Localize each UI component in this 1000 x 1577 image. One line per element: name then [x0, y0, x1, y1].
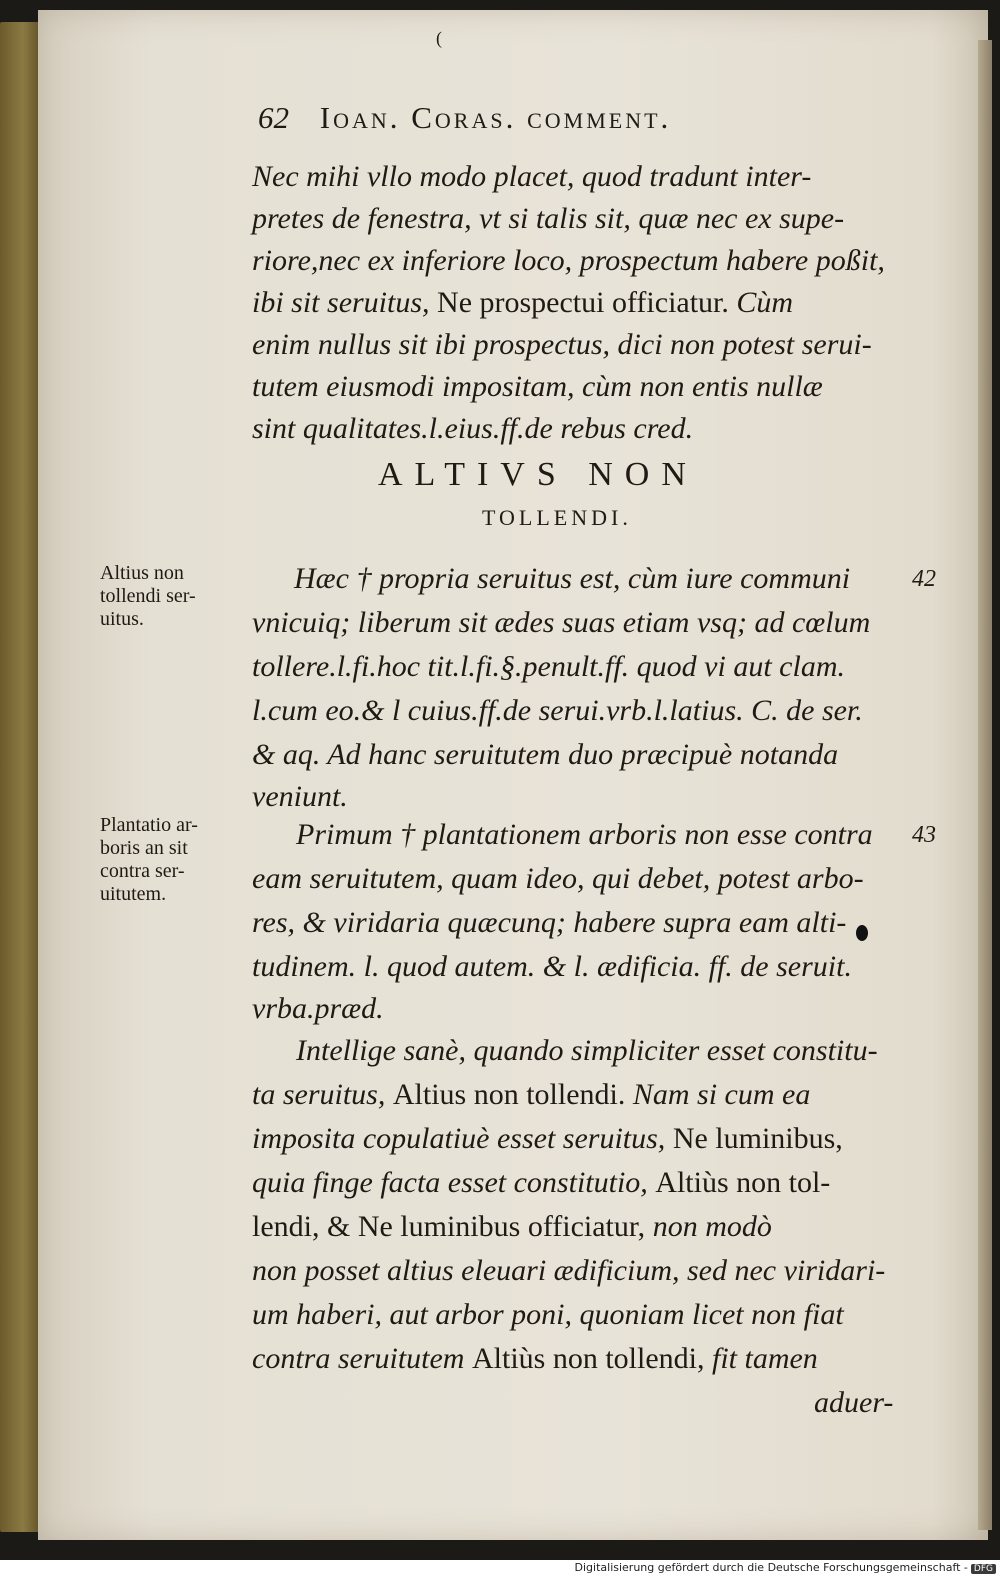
text-line: tollere.l.fi.hoc tit.l.fi.§.penult.ff. quod vi aut clam. [252, 650, 845, 683]
text-span-italic: Nam si cum ea [632, 1078, 811, 1111]
text-line: Primum † plantationem arboris non esse contra [296, 818, 873, 851]
text-line: l.cum eo.& l cuius.ff.de serui.vrb.l.latius. C. de ser. [252, 694, 863, 727]
margin-note-1 [100, 562, 196, 631]
text-line: sint qualitates.l.eius.ff.de rebus cred. [252, 412, 694, 445]
text-line: eam seruitutem, quam ideo, qui debet, potest arbo- [252, 862, 864, 895]
text-line: & aq. Ad hanc seruitutem duo præcipuè notanda [252, 738, 839, 771]
text-line [252, 284, 793, 322]
text-line: riore,nec ex inferiore loco, prospectum habere poßit, [252, 244, 885, 277]
margin-note-line: Plantatio ar- [100, 814, 198, 836]
text-line: tutem eiusmodi impositam, cùm non entis nullæ [252, 370, 823, 403]
margin-note-line: uitus. [100, 608, 144, 630]
text-line: non posset altius eleuari ædificium, sed nec viridari- [252, 1254, 886, 1287]
running-title: Ioan. Coras. comment. [319, 100, 672, 135]
text-line: enim nullus sit ibi prospectus, dici non potest serui- [252, 328, 872, 361]
top-mark: ( [436, 28, 442, 48]
dfg-logo: DFG [971, 1564, 996, 1574]
margin-note-line: boris an sit [100, 837, 188, 859]
ink-blot [856, 925, 868, 941]
text-span-italic: Cùm [736, 286, 794, 319]
text-span-italic: non modò [652, 1210, 772, 1243]
text-line: res, & viridaria quæcunq; habere supra eam alti- [252, 906, 847, 939]
text-line [252, 1076, 810, 1114]
section-subtitle: TOLLENDI. [482, 505, 632, 530]
text-line: pretes de fenestra, vt si talis sit, quæ nec ex supe- [252, 202, 845, 235]
catchword: aduer- [814, 1386, 894, 1419]
text-line: Intellige sanè, quando simpliciter esset constitu- [296, 1034, 878, 1067]
page-stack-edge [978, 40, 992, 1530]
text-span-italic: fit tamen [711, 1342, 818, 1375]
text-line: tudinem. l. quod autem. & l. ædificia. ff. de seruit. [252, 950, 852, 983]
text-span-roman: Ne luminibus, [672, 1122, 843, 1155]
text-line: vnicuiq; liberum sit ædes suas etiam vsq; ad cœlum [252, 606, 871, 639]
text-span-roman: lendi, & Ne luminibus officiatur, [252, 1210, 646, 1243]
text-line: um haberi, aut arbor poni, quoniam licet non fiat [252, 1298, 844, 1331]
text-span-italic: ibi sit seruitus, [252, 286, 430, 319]
footer-text: Digitalisierung gefördert durch die Deutsche Forschungsgemeinschaft - [574, 1561, 968, 1574]
text-line [252, 1340, 818, 1378]
text-line: veniunt. [252, 780, 348, 813]
book-cover-edge [0, 22, 42, 1532]
text-span-roman: Altiùs non tollendi, [471, 1342, 705, 1375]
margin-note-line: uitutem. [100, 883, 167, 905]
margin-note-line: tollendi ser- [100, 585, 196, 607]
text-span-roman: Altiùs non tol- [655, 1166, 831, 1199]
margin-note-2 [100, 814, 198, 906]
text-line: vrba.præd. [252, 992, 384, 1025]
text-line: Nec mihi vllo modo placet, quod tradunt inter- [252, 160, 812, 193]
text-line [252, 1120, 843, 1158]
page-number: 62 [258, 100, 289, 135]
margin-note-line: Altius non [100, 562, 184, 584]
text-span-italic: ta seruitus, [252, 1078, 386, 1111]
digitization-footer [0, 1561, 996, 1577]
section-title: ALTIVS NON [378, 456, 698, 493]
text-line [252, 1208, 772, 1246]
section-numeral: 42 [912, 566, 936, 592]
margin-note-line: contra ser- [100, 860, 185, 882]
section-numeral: 43 [912, 822, 936, 848]
running-header [258, 100, 858, 136]
text-span-roman: Ne prospectui officiatur. [437, 286, 729, 319]
text-span-italic: quia finge facta esset constitutio, [252, 1166, 648, 1199]
text-span-italic: contra seruitutem [252, 1342, 465, 1375]
text-span-italic: imposita copulatiuè esset seruitus, [252, 1122, 666, 1155]
text-span-roman: Altius non tollendi. [392, 1078, 626, 1111]
text-line: Hæc † propria seruitus est, cùm iure communi [294, 562, 851, 595]
text-line [252, 1164, 830, 1202]
